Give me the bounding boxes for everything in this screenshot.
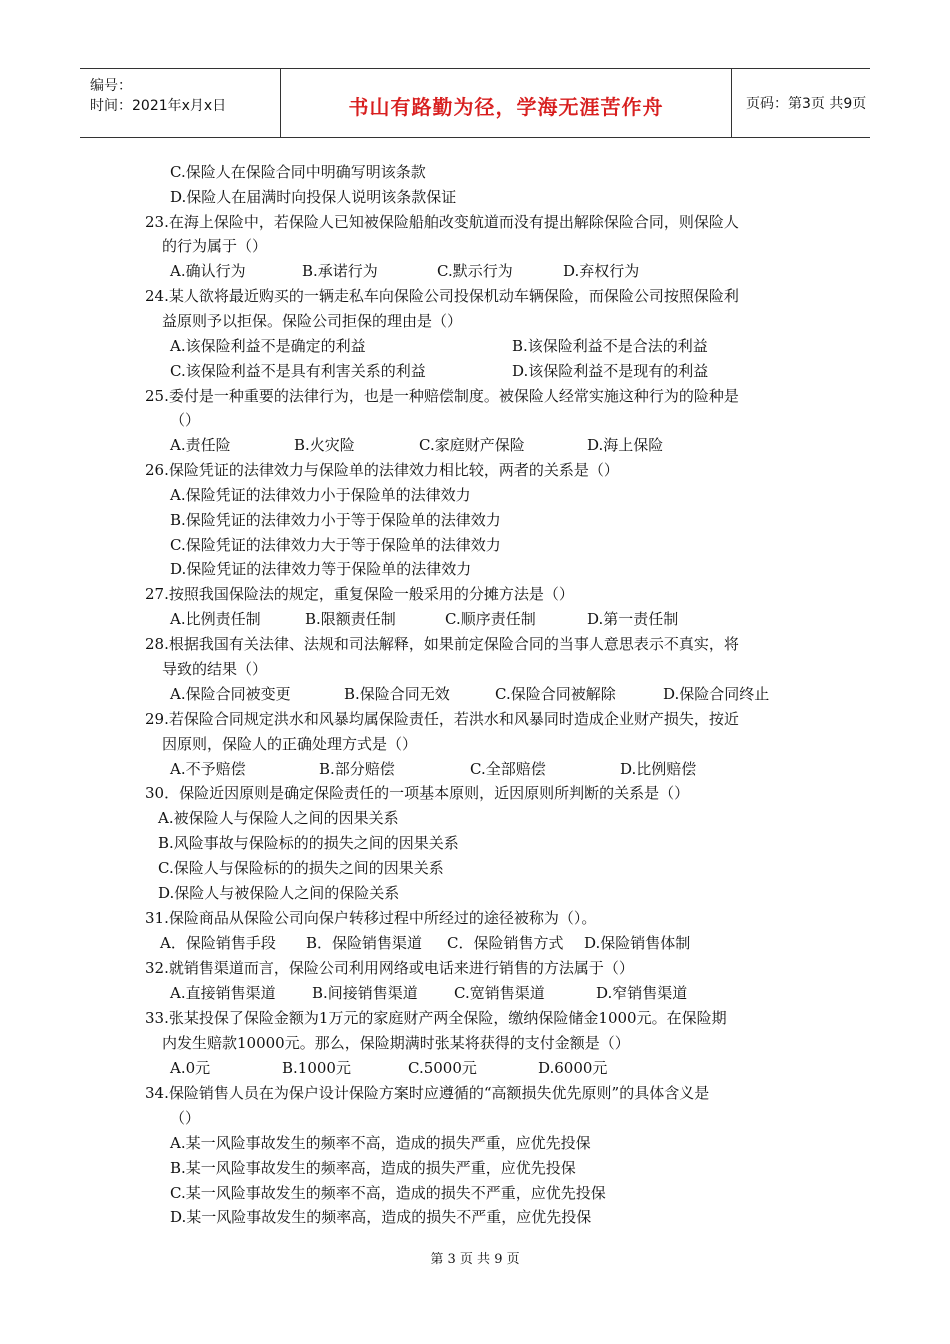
option-a: A.不予赔偿	[170, 760, 246, 778]
option-d: D.保险销售体制	[584, 934, 691, 952]
page-number: 页码：第3页 共9页	[746, 96, 867, 112]
question-23: 23.在海上保险中，若保险人已知被保险船舶改变航道而没有提出解除保险合同，则保险人	[145, 213, 739, 231]
text-line: D.保险人在届满时向投保人说明该条款保证	[170, 188, 457, 206]
option-b: B.某一风险事故发生的频率高，造成的损失严重，应优先投保	[170, 1159, 576, 1177]
option-d: D.保险凭证的法律效力等于保险单的法律效力	[170, 560, 472, 578]
option-a: A.该保险利益不是确定的利益	[170, 337, 366, 355]
option-d: D.海上保险	[587, 436, 664, 454]
option-a: A.保险合同被变更	[170, 685, 291, 703]
option-b: B.该保险利益不是合法的利益	[512, 337, 708, 355]
question-32: 32.就销售渠道而言，保险公司利用网络或电话来进行销售的方法属于（）	[145, 959, 634, 977]
question-29: 29.若保险合同规定洪水和风暴均属保险责任，若洪水和风暴同时造成企业财产损失，按近	[145, 710, 739, 728]
option-c: C.5000元	[408, 1059, 477, 1077]
option-d: D.某一风险事故发生的频率高，造成的损失不严重，应优先投保	[170, 1208, 592, 1226]
option-a: A.被保险人与保险人之间的因果关系	[158, 809, 399, 827]
header-page-cell	[732, 69, 870, 137]
option-a: A.确认行为	[170, 262, 246, 280]
page-footer: 第 3 页 共 9 页	[430, 1252, 520, 1267]
question-30: 30．保险近因原则是确定保险责任的一项基本原则，近因原则所判断的关系是（）	[145, 784, 690, 802]
option-a: A.某一风险事故发生的频率不高，造成的损失严重，应优先投保	[170, 1134, 591, 1152]
option-b: B.风险事故与保险标的的损失之间的因果关系	[158, 834, 459, 852]
option-d: D.保险人与被保险人之间的保险关系	[158, 884, 400, 902]
motto: 书山有路勤为径，学海无涯苦作舟	[348, 95, 664, 119]
option-d: D.第一责任制	[587, 610, 679, 628]
question-28: 28.根据我国有关法律、法规和司法解释，如果前定保险合同的当事人意思表示不真实，将	[145, 635, 739, 653]
question-24: 24.某人欲将最近购买的一辆走私车向保险公司投保机动车辆保险，而保险公司按照保险利	[145, 287, 739, 305]
question-33: 33.张某投保了保险金额为1万元的家庭财产两全保险，缴纳保险储金1000元。在保险期	[145, 1009, 727, 1027]
option-c: C.保险合同被解除	[495, 685, 616, 703]
option-b: B.承诺行为	[302, 262, 378, 280]
question-26: 26.保险凭证的法律效力与保险单的法律效力相比较，两者的关系是（）	[145, 461, 619, 479]
text-line: C.保险人在保险合同中明确写明该条款	[170, 163, 426, 181]
option-b: B.限额责任制	[305, 610, 396, 628]
option-a: A.责任险	[170, 436, 231, 454]
page-header	[80, 68, 870, 138]
option-c: C.保险人与保险标的的损失之间的因果关系	[158, 859, 444, 877]
option-c: C.默示行为	[437, 262, 513, 280]
option-b: B.火灾险	[294, 436, 355, 454]
option-a: A.比例责任制	[170, 610, 261, 628]
option-d: D.保险合同终止	[663, 685, 770, 703]
text-line: 益原则予以拒保。保险公司拒保的理由是（）	[162, 312, 463, 330]
option-b: B.保险凭证的法律效力小于等于保险单的法律效力	[170, 511, 501, 529]
question-27: 27.按照我国保险法的规定，重复保险一般采用的分摊方法是（）	[145, 585, 574, 603]
option-c: C.宽销售渠道	[454, 984, 545, 1002]
text-line: 导致的结果（）	[162, 660, 268, 678]
option-b: B.保险合同无效	[344, 685, 450, 703]
option-c: C.保险凭证的法律效力大于等于保险单的法律效力	[170, 536, 501, 554]
option-c: C．保险销售方式	[447, 934, 564, 952]
question-34: 34.保险销售人员在为保户设计保险方案时应遵循的“高额损失优先原则”的具体含义是	[145, 1084, 710, 1102]
option-c: C.该保险利益不是具有利害关系的利益	[170, 362, 426, 380]
option-d: D.该保险利益不是现有的利益	[512, 362, 709, 380]
option-a: A.直接销售渠道	[170, 984, 276, 1002]
header-meta	[80, 69, 280, 137]
option-c: C.家庭财产保险	[419, 436, 525, 454]
option-c: C.顺序责任制	[445, 610, 536, 628]
option-c: C.某一风险事故发生的频率不高，造成的损失不严重，应优先投保	[170, 1184, 606, 1202]
option-d: D.比例赔偿	[620, 760, 697, 778]
option-a: A．保险销售手段	[160, 934, 276, 952]
header-motto-cell	[280, 69, 732, 137]
question-25: 25.委付是一种重要的法律行为，也是一种赔偿制度。被保险人经常实施这种行为的险种是	[145, 387, 739, 405]
code-label: 编号：	[90, 78, 132, 94]
text-line: 的行为属于（）	[162, 237, 268, 255]
text-line: （）	[170, 411, 201, 429]
text-line: 内发生赔款10000元。那么，保险期满时张某将获得的支付金额是（）	[162, 1034, 630, 1052]
text-line: 因原则，保险人的正确处理方式是（）	[162, 735, 418, 753]
option-d: D.窄销售渠道	[596, 984, 688, 1002]
option-d: D.6000元	[538, 1059, 608, 1077]
question-31: 31.保险商品从保险公司向保户转移过程中所经过的途径被称为（）。	[145, 909, 597, 927]
option-c: C.全部赔偿	[470, 760, 546, 778]
text-line: （）	[170, 1109, 201, 1127]
option-a: A.0元	[170, 1059, 211, 1077]
option-a: A.保险凭证的法律效力小于保险单的法律效力	[170, 486, 471, 504]
option-b: B．保险销售渠道	[306, 934, 423, 952]
option-d: D.弃权行为	[563, 262, 640, 280]
option-b: B.部分赔偿	[319, 760, 395, 778]
option-b: B.1000元	[282, 1059, 351, 1077]
date-label: 时间：2021年x月x日	[90, 98, 227, 114]
option-b: B.间接销售渠道	[312, 984, 418, 1002]
